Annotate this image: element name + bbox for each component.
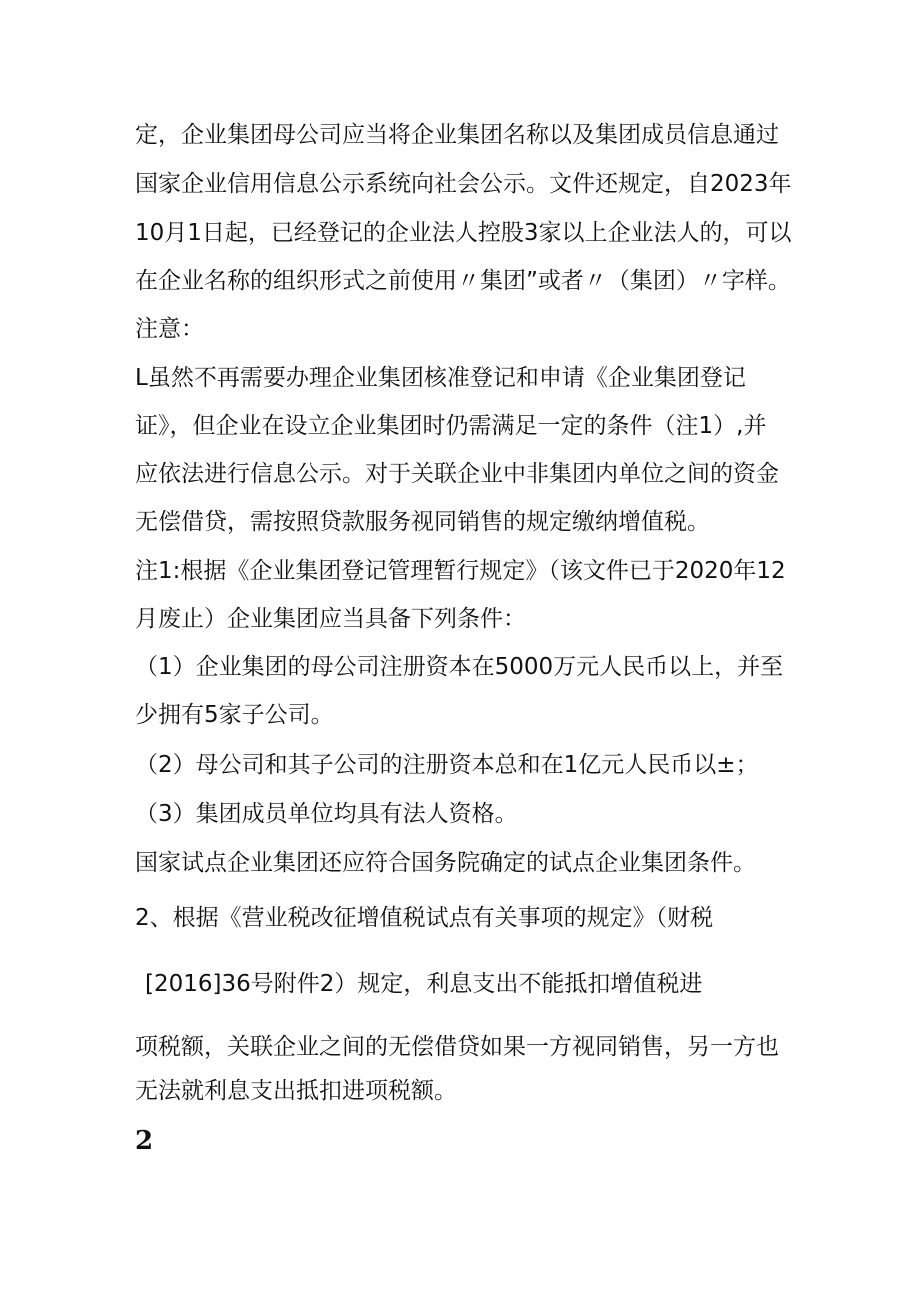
text-line-8: 应依法进行信息公示。对于关联企业中非集团内单位之间的资金 [135, 461, 779, 487]
text-line-19: 项税额，关联企业之间的无偿借贷如果一方视同销售，另一方也 [135, 1034, 779, 1060]
text-line-5: 注意： [135, 316, 204, 342]
text-line-7: 证》，但企业在设立企业集团时仍需满足一定的条件（注1）,并 [135, 413, 767, 439]
text-line-15: （3）集团成员单位均具有法人资格。 [135, 801, 518, 827]
page-number: 2 [135, 1126, 154, 1156]
text-line-4: 在企业名称的组织形式之前使用〃集团”或者〃（集团）〃字样。 [135, 268, 791, 294]
text-line-13: 少拥有5家子公司。 [135, 702, 334, 728]
text-line-20: 无法就利息支出抵扣进项税额。 [135, 1078, 457, 1104]
text-line-17: 2、根据《营业税改征增值税试点有关事项的规定》（财税 [135, 905, 714, 931]
text-line-14: （2）母公司和其子公司的注册资本总和在1亿元人民币以±； [135, 752, 759, 778]
text-line-2: 国家企业信用信息公示系统向社会公示。文件还规定，自2023年 [135, 171, 792, 197]
text-line-18: [2016]36号附件2）规定，利息支出不能抵扣增值税进 [145, 971, 703, 997]
text-line-16: 国家试点企业集团还应符合国务院确定的试点企业集团条件。 [135, 850, 756, 876]
text-line-11: 月废止）企业集团应当具备下列条件： [135, 606, 526, 632]
text-line-12: （1）企业集团的母公司注册资本在5000万元人民币以上，并至 [135, 654, 784, 680]
text-line-10: 注1:根据《企业集团登记管理暂行规定》（该文件已于2020年12 [135, 558, 786, 584]
text-line-9: 无偿借贷，需按照贷款服务视同销售的规定缴纳增值税。 [135, 509, 710, 535]
text-line-3: 10月1日起，已经登记的企业法人控股3家以上企业法人的，可以 [135, 220, 792, 246]
text-line-6: L虽然不再需要办理企业集团核准登记和申请《企业集团登记 [135, 365, 746, 391]
text-line-1: 定，企业集团母公司应当将企业集团名称以及集团成员信息通过 [135, 122, 779, 148]
